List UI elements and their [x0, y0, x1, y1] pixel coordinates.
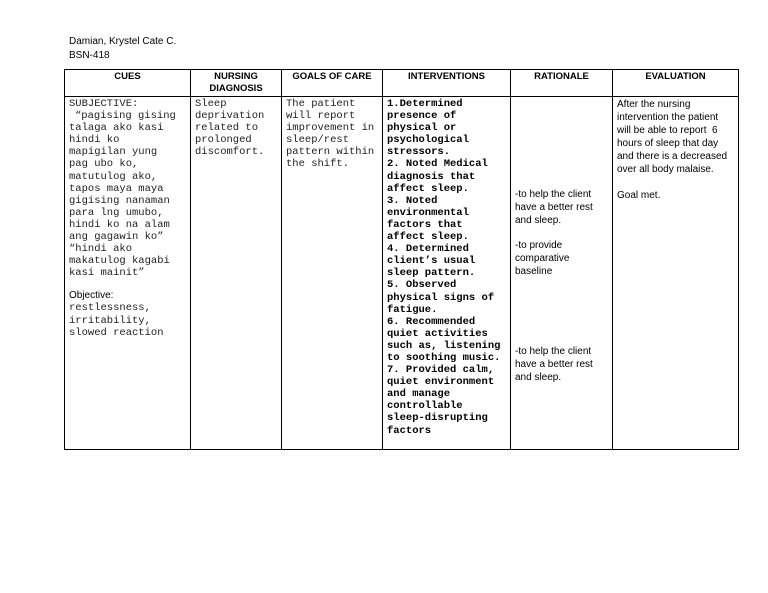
document-header — [69, 35, 176, 63]
subjective-line: “hindi ako — [69, 243, 133, 256]
intervention-line: factors — [387, 424, 432, 437]
intervention-line: 3. Noted — [387, 194, 438, 207]
evaluation-line: After the nursing — [617, 99, 691, 110]
intervention-line: such as, listening — [387, 339, 501, 352]
intervention-line: diagnosis that — [387, 170, 476, 183]
intervention-line: fatigue. — [387, 303, 438, 316]
rationale-line: and sleep. — [515, 215, 562, 226]
rationale-item — [515, 239, 608, 278]
subjective-line: ang gagawin ko” — [69, 231, 164, 244]
subjective-line: pag ubo ko, — [69, 158, 139, 171]
diagnosis-line: Sleep — [195, 98, 227, 110]
subjective-line: makatulog kagabi — [69, 255, 170, 268]
rationale-line: -to provide — [515, 240, 563, 251]
subjective-line: gigising nanaman — [69, 194, 170, 207]
evaluation-line: will be able to report 6 — [617, 125, 718, 136]
goal-line: improvement in — [286, 122, 375, 135]
column-header-goals-of-care: GOALS OF CARE — [282, 70, 383, 97]
column-header-rationale: RATIONALE — [511, 70, 613, 97]
intervention-line: sleep-disrupting — [387, 412, 488, 425]
column-header-nursing-diagnosis: NURSING DIAGNOSIS — [191, 70, 282, 97]
rationale-line: have a better rest — [515, 202, 593, 213]
nursing-diagnosis-cell — [191, 97, 282, 450]
rationale-cell — [511, 97, 613, 450]
subjective-line: hindi ko — [69, 134, 120, 147]
intervention-line: presence of — [387, 110, 457, 123]
intervention-line: client’s usual — [387, 255, 476, 268]
objective-line: slowed reaction — [69, 326, 164, 339]
goal-line: The patient — [286, 98, 356, 110]
subjective-line: kasi mainit” — [69, 267, 145, 280]
intervention-line: affect sleep. — [387, 182, 469, 195]
evaluation-cell — [613, 97, 739, 450]
diagnosis-line: discomfort. — [195, 146, 265, 159]
intervention-line: environmental — [387, 206, 469, 219]
intervention-line: quiet environment — [387, 376, 495, 389]
goals-of-care-cell — [282, 97, 383, 450]
table-header-row — [65, 70, 739, 97]
intervention-line: controllable — [387, 400, 463, 413]
column-header-interventions: INTERVENTIONS — [383, 70, 511, 97]
intervention-line: psychological — [387, 134, 469, 147]
subjective-line: mapigilan yung — [69, 146, 158, 159]
evaluation-line: intervention the patient — [617, 112, 719, 123]
column-header-cues: CUES — [65, 70, 191, 97]
goal-line: the shift. — [286, 158, 350, 171]
rationale-line: have a better rest — [515, 359, 593, 370]
objective-line: irritability, — [69, 314, 151, 327]
intervention-line: 5. Observed — [387, 279, 457, 292]
rationale-line: -to help the client — [515, 346, 592, 357]
diagnosis-line: deprivation — [195, 110, 265, 123]
evaluation-line: over all body malaise. — [617, 164, 714, 175]
objective-label: Objective: — [69, 290, 114, 302]
intervention-line: sleep pattern. — [387, 267, 476, 280]
evaluation-line: and there is a decreased — [617, 151, 728, 162]
rationale-line: and sleep. — [515, 372, 562, 383]
intervention-line: 1.Determined — [387, 98, 463, 110]
rationale-item — [515, 188, 608, 227]
subjective-label: SUBJECTIVE: — [69, 98, 139, 110]
goal-line: pattern within — [286, 146, 375, 159]
nursing-care-plan-table — [64, 69, 739, 450]
subjective-line: matutulog ako, — [69, 170, 158, 183]
intervention-line: 7. Provided calm, — [387, 364, 495, 377]
diagnosis-line: related to — [195, 122, 259, 135]
intervention-line: quiet activities — [387, 327, 488, 340]
subjective-line: hindi ko na alam — [69, 218, 170, 231]
intervention-line: 4. Determined — [387, 243, 469, 256]
rationale-item — [515, 345, 608, 384]
intervention-line: physical or — [387, 122, 457, 135]
goal-line: sleep/rest — [286, 134, 350, 147]
column-header-evaluation: EVALUATION — [613, 70, 739, 97]
goal-line: will report — [286, 110, 356, 123]
subjective-line: talaga ako kasi — [69, 122, 164, 135]
interventions-cell — [383, 97, 511, 450]
evaluation-result: Goal met. — [617, 190, 661, 201]
intervention-line: affect sleep. — [387, 231, 469, 244]
intervention-line: and manage — [387, 388, 451, 401]
intervention-line: 6. Recommended — [387, 315, 476, 328]
subjective-line: para lng umubo, — [69, 206, 164, 219]
intervention-line: to soothing music. — [387, 351, 501, 364]
intervention-line: factors that — [387, 218, 463, 231]
diagnosis-line: prolonged — [195, 134, 252, 147]
objective-line: restlessness, — [69, 302, 151, 315]
student-section: BSN-418 — [69, 50, 110, 61]
rationale-line: -to help the client — [515, 189, 592, 200]
table-row — [65, 97, 739, 450]
subjective-line: “pagising gising — [75, 110, 176, 123]
student-name: Damian, Krystel Cate C. — [69, 36, 177, 47]
intervention-line: 2. Noted Medical — [387, 158, 488, 171]
cues-cell — [65, 97, 191, 450]
evaluation-line: hours of sleep that day — [617, 138, 719, 149]
subjective-line: tapos maya maya — [69, 182, 164, 195]
intervention-line: physical signs of — [387, 291, 495, 304]
rationale-line: baseline — [515, 266, 553, 277]
rationale-line: comparative — [515, 253, 570, 264]
intervention-line: stressors. — [387, 146, 451, 159]
